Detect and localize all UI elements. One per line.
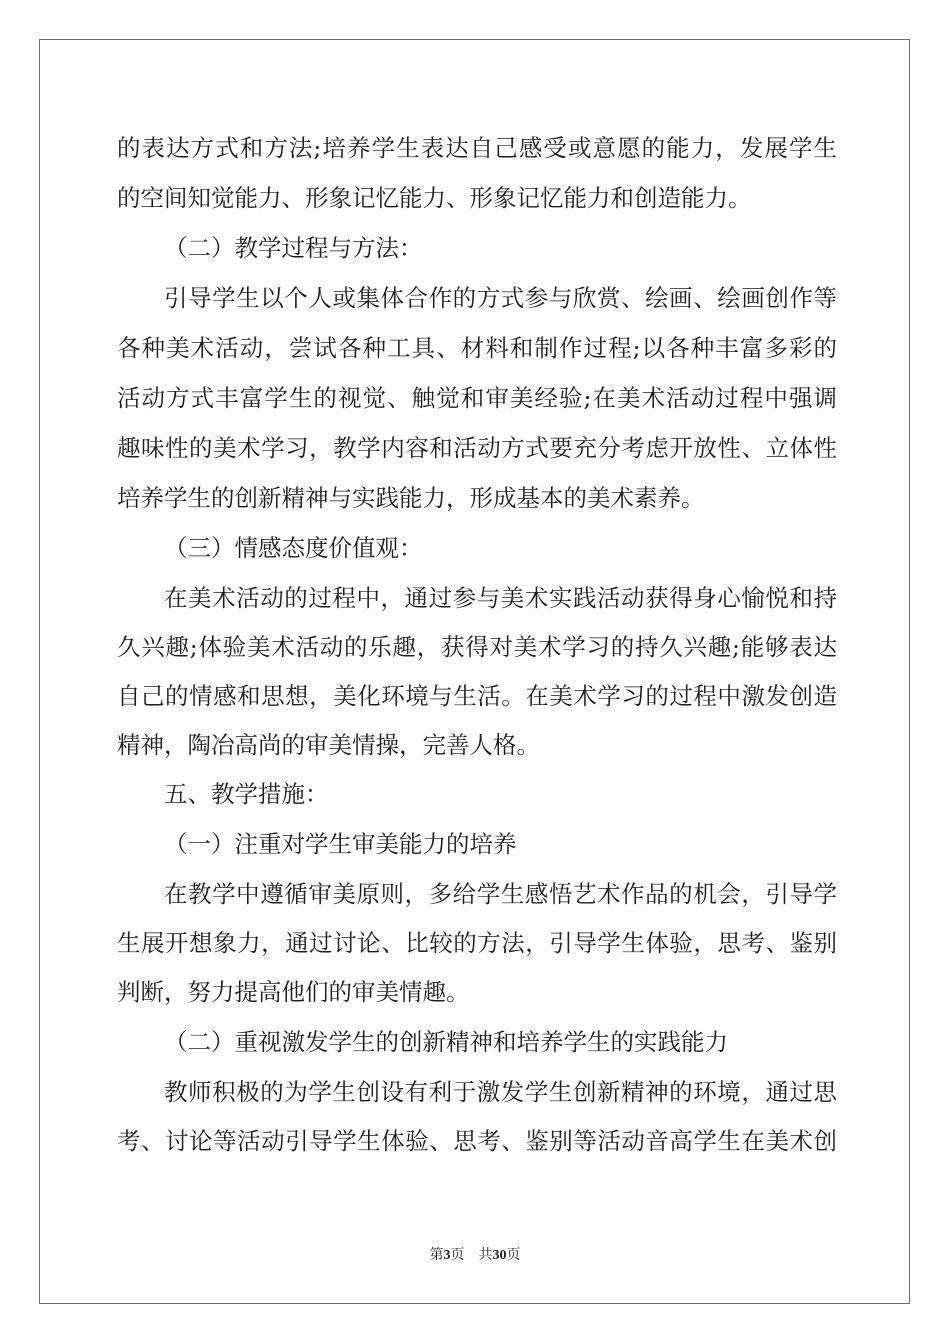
- text-line: 考、讨论等活动引导学生体验、思考、鉴别等活动音高学生在美术创: [117, 1127, 837, 1155]
- section-heading: 五、教学措施：: [164, 780, 329, 808]
- text-line: 自己的情感和思想，美化环境与生活。在美术学习的过程中激发创造: [117, 682, 837, 710]
- text-line: 趣味性的美术学习，教学内容和活动方式要充分考虑开放性、立体性: [117, 434, 837, 462]
- text-line: 在教学中遵循审美原则，多给学生感悟艺术作品的机会，引导学: [164, 880, 837, 908]
- current-page-number: 3: [443, 1248, 451, 1263]
- text-line: 在美术活动的过程中，通过参与美术实践活动获得身心愉悦和持: [164, 584, 837, 612]
- text-line: 久兴趣;体验美术活动的乐趣，获得对美术学习的持久兴趣;能够表达: [117, 633, 837, 661]
- text-line: 的空间知觉能力、形象记忆能力、形象记忆能力和创造能力。: [117, 184, 752, 212]
- section-heading: （三）情感态度价值观：: [164, 534, 423, 562]
- text-line: 精神，陶冶高尚的审美情操，完善人格。: [117, 731, 540, 759]
- section-heading: （二）重视激发学生的创新精神和培养学生的实践能力: [164, 1028, 728, 1056]
- total-page-number: 30: [492, 1248, 507, 1263]
- text-line: 培养学生的创新精神与实践能力，形成基本的美术素养。: [117, 484, 705, 512]
- text-line: 引导学生以个人或集体合作的方式参与欣赏、绘画、绘画创作等: [164, 284, 837, 312]
- page-footer: [0, 1245, 950, 1267]
- page-mid: 页 共: [450, 1248, 493, 1263]
- text-line: 判断，努力提高他们的审美情趣。: [117, 978, 470, 1006]
- page-suffix: 页: [506, 1248, 521, 1263]
- text-line: 各种美术活动，尝试各种工具、材料和制作过程;以各种丰富多彩的: [117, 334, 837, 362]
- text-line: 教师积极的为学生创设有利于激发学生创新精神的环境，通过思: [164, 1078, 837, 1106]
- text-line: 的表达方式和方法;培养学生表达自己感受或意愿的能力，发展学生: [117, 134, 837, 162]
- page-prefix: 第: [429, 1248, 444, 1263]
- text-line: 活动方式丰富学生的视觉、触觉和审美经验;在美术活动过程中强调: [117, 384, 837, 412]
- text-line: 生展开想象力，通过讨论、比较的方法，引导学生体验，思考、鉴别: [117, 929, 837, 957]
- section-heading: （一）注重对学生审美能力的培养: [164, 830, 517, 858]
- section-heading: （二）教学过程与方法：: [164, 234, 423, 262]
